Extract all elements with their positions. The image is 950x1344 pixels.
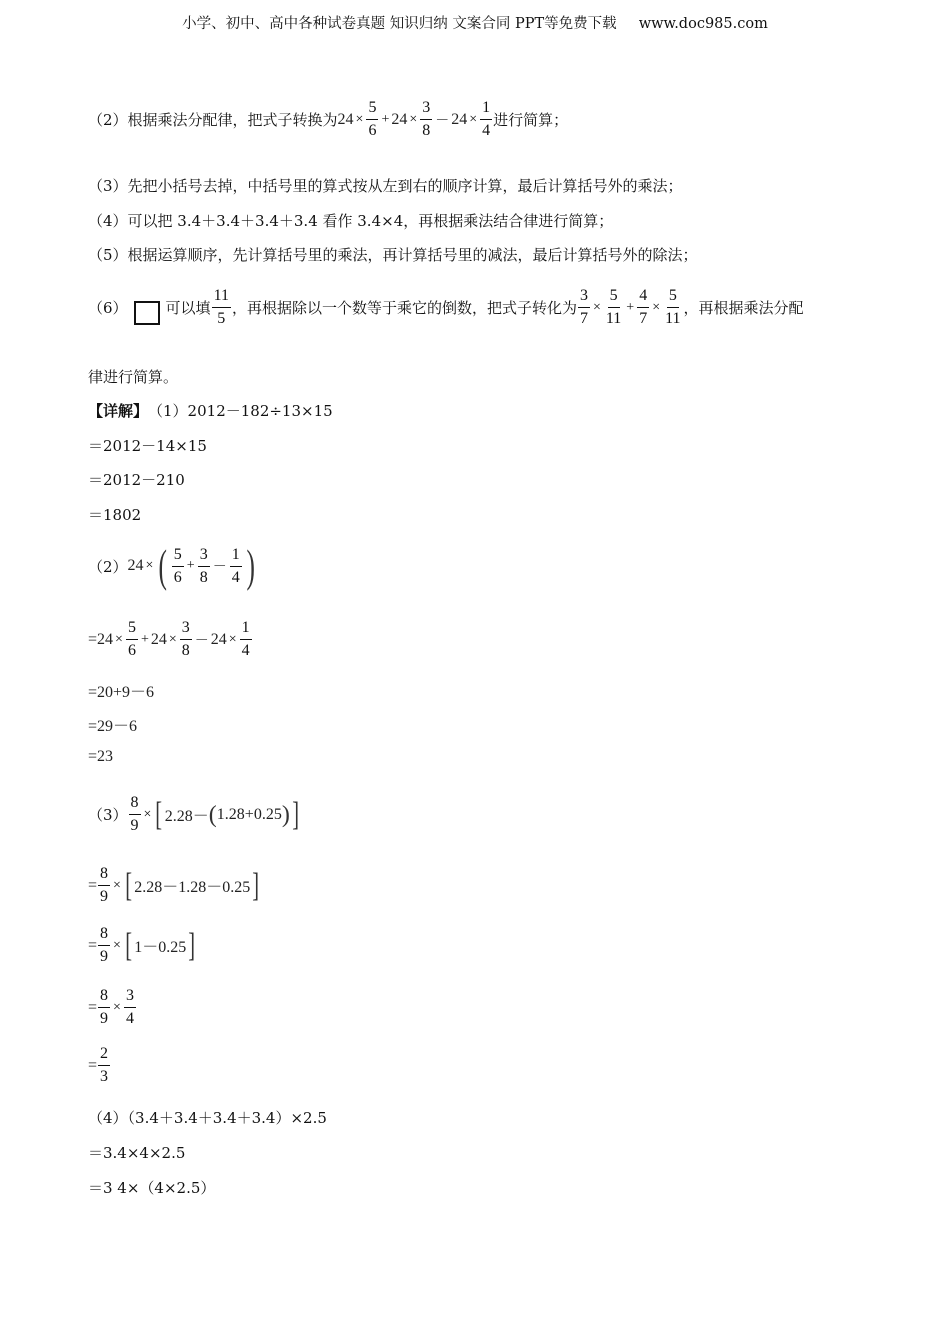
detail-3-step-1: = $\frac{8}{9}$ × [ 2.28－1.28－0.25 ]	[88, 865, 260, 905]
detail-4-expression: （4）（3.4＋3.4＋3.4＋3.4）×2.5	[88, 1109, 327, 1127]
detail-step: =20+9－6	[88, 684, 155, 701]
header-text: 小学、初中、高中各种试卷真题 知识归纳 文案合同 PPT等免费下载	[182, 16, 617, 32]
header-site-link[interactable]: www.doc985.com	[638, 16, 768, 32]
detail-step: ＝2012－14×15	[88, 437, 207, 455]
detail-step: =29－6	[88, 718, 138, 735]
detail-3-step-3: = $\frac{8}{9}$ × $\frac{3}{4}$	[88, 987, 134, 1027]
detail-2-expression: （2） 24 × ( $\frac{5}{6}$ + $\frac{3}{8}$ － $\frac{1}{4}$ )	[88, 540, 255, 591]
detail-line-1: 【详解】 （1）2012－182÷13×15	[88, 402, 333, 420]
analysis-line-6: （6） 可以填 $\frac{11}{5}$ ，再根据除以一个数等于乘它的倒数，把式子转化为 $\frac{3}{7}$ × $\frac{5}{11}$ + $\frac{4}{7}$ × $\frac{5}{11}$ ，再根据乘法分配	[88, 287, 804, 327]
analysis-line-6-cont: 律进行简算。	[88, 368, 179, 386]
blank-box	[134, 301, 160, 325]
detail-3-expression: （3） $\frac{8}{9}$ × [ 2.28－ ( 1.28+0.25 ) ]	[88, 794, 299, 834]
analysis-line-3: （3）先把小括号去掉，中括号里的算式按从左到右的顺序计算，最后计算括号外的乘法；	[88, 177, 683, 195]
detail-step: ＝3.4×4×2.5	[88, 1144, 186, 1162]
detail-step: ＝2012－210	[88, 471, 185, 489]
detail-3-step-2: = $\frac{8}{9}$ × [ 1－0.25 ]	[88, 925, 196, 965]
detail-label: 【详解】	[88, 402, 149, 420]
analysis-line-5: （5）根据运算顺序，先计算括号里的乘法，再计算括号里的减法，最后计算括号外的除法；	[88, 246, 698, 264]
detail-step: ＝1802	[88, 506, 142, 524]
detail-step: ＝3 4×（4×2.5）	[88, 1179, 216, 1197]
page-header	[0, 12, 950, 33]
detail-3-result: = $\frac{2}{3}$	[88, 1045, 109, 1085]
detail-step: =23	[88, 748, 114, 765]
detail-2-step-1: = 24 × $\frac{5}{6}$ + 24 × $\frac{3}{8}$ － 24 × $\frac{1}{4}$	[88, 619, 250, 659]
analysis-line-2: （2）根据乘法分配律，把式子转换为 24 × $\frac{5}{6}$ + 24 × $\frac{3}{8}$ － 24 × $\frac{1}{4}$ 进行简算；	[88, 99, 569, 139]
analysis-line-4: （4）可以把 3.4＋3.4＋3.4＋3.4 看作 3.4×4，再根据乘法结合律进行简算；	[88, 212, 614, 230]
